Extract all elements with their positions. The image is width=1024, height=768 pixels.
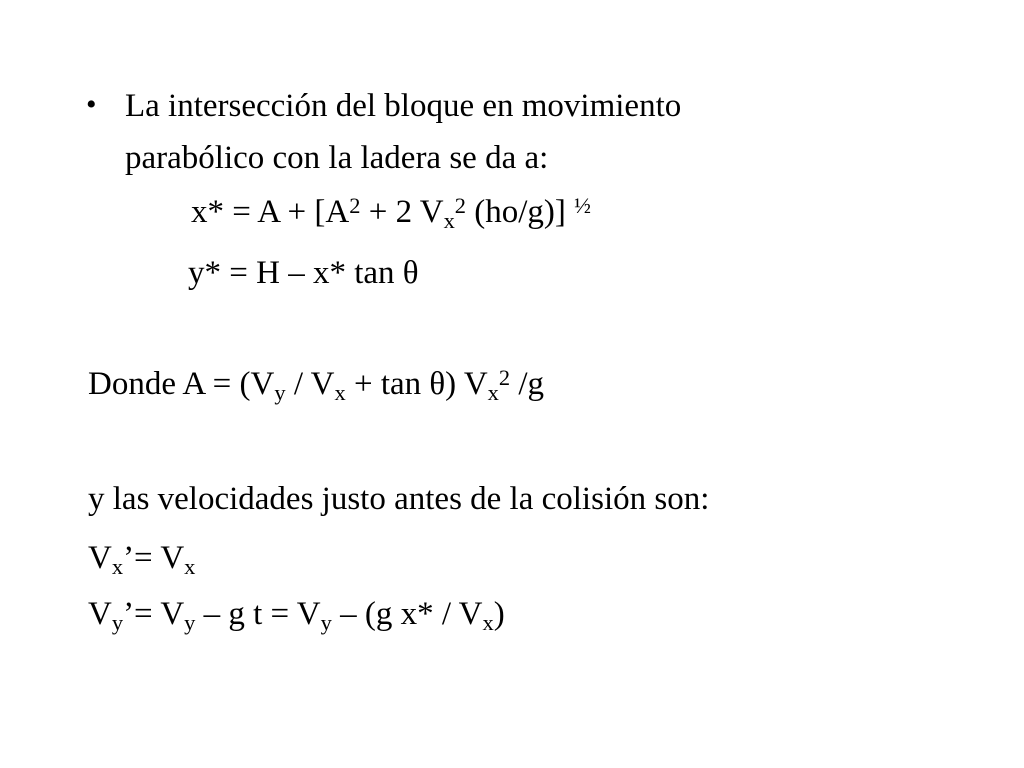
eq-a-subscript: x [334, 380, 346, 406]
eq-x-part: (ho/g)] [466, 194, 575, 230]
eq-vx-subscript: x [184, 554, 196, 580]
eq-vy-subscript: x [482, 610, 494, 636]
equation-y-star: y* = H – x* tan θ [188, 255, 419, 291]
eq-x-subscript: x [443, 208, 455, 234]
eq-x-part: + 2 V [360, 194, 444, 230]
eq-vx-part: ’= V [123, 540, 185, 576]
eq-x-exponent-half: ½ [574, 192, 591, 218]
equation-vx-prime [88, 540, 196, 580]
equation-definition-a [88, 364, 545, 406]
eq-vy-part: V [88, 596, 112, 632]
eq-vy-part: ’= V [123, 596, 185, 632]
eq-x-exponent: 2 [349, 192, 361, 218]
intro-line-2: parabólico con la ladera se da a: [125, 140, 549, 176]
equation-vy-prime [88, 596, 505, 636]
eq-vy-part: ) [493, 596, 505, 632]
eq-vy-part: – g t = V [195, 596, 321, 632]
eq-a-subscript: x [487, 380, 499, 406]
equation-x-star [191, 192, 591, 234]
eq-vy-subscript: y [320, 610, 332, 636]
eq-a-part: / V [285, 366, 335, 402]
eq-a-subscript: y [274, 380, 286, 406]
eq-a-part: /g [510, 366, 545, 402]
velocities-intro: y las velocidades justo antes de la colisión son: [88, 481, 710, 517]
eq-a-part: + tan θ) V [345, 366, 488, 402]
eq-vy-subscript: y [184, 610, 196, 636]
eq-vx-part: V [88, 540, 112, 576]
eq-vx-subscript: x [111, 554, 124, 580]
eq-x-part: x* = A + [A [191, 194, 350, 230]
eq-x-exponent: 2 [454, 192, 466, 218]
bullet-marker: • [86, 88, 97, 121]
eq-vy-part: – (g x* / V [331, 596, 483, 632]
eq-a-exponent: 2 [498, 364, 511, 390]
eq-vy-subscript: y [111, 610, 124, 636]
intro-line-1: La intersección del bloque en movimiento [125, 88, 682, 124]
eq-a-part: Donde A = (V [88, 366, 275, 402]
